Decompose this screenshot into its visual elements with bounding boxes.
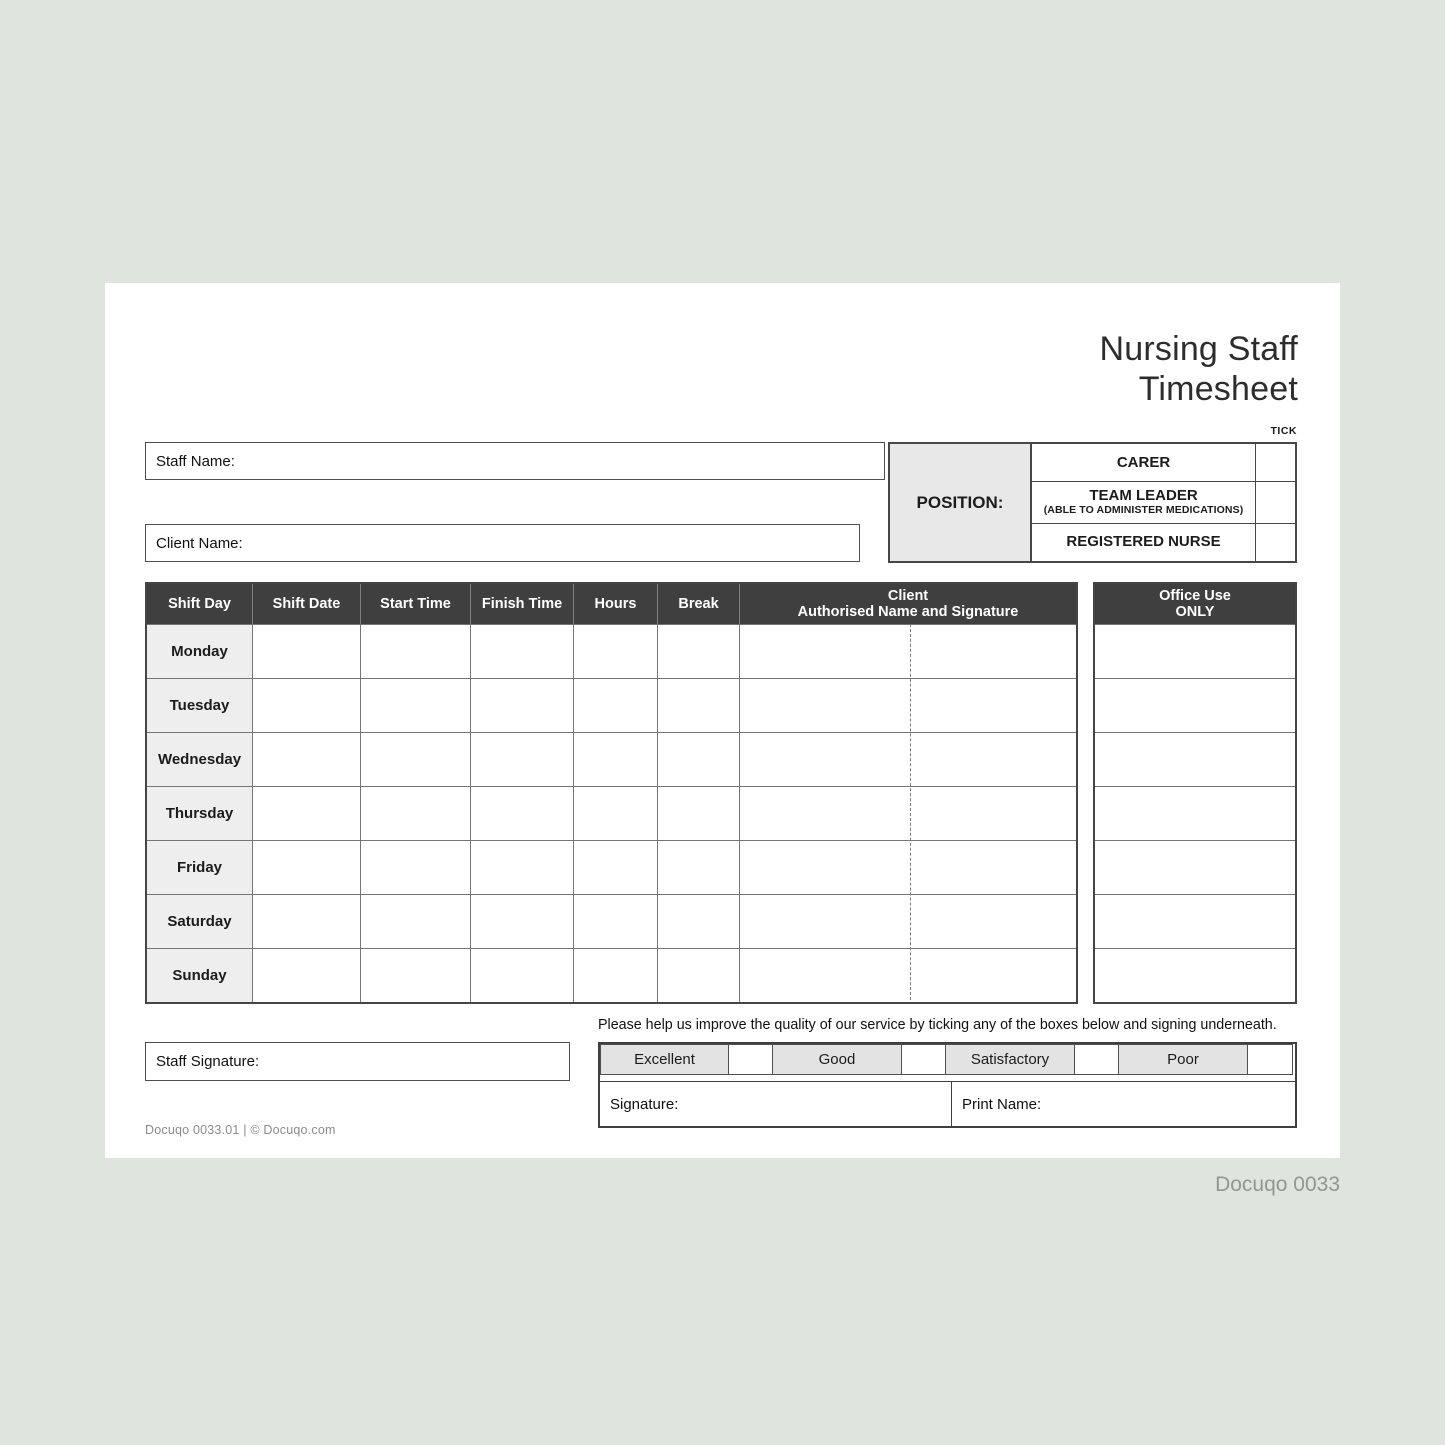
start-time-cell[interactable] [361,679,471,732]
hours-cell[interactable] [574,733,658,786]
header-client-line1: Client [887,588,929,604]
hours-cell[interactable] [574,625,658,678]
client-print-name-label: Print Name: [962,1095,1042,1113]
day-label: Sunday [147,949,253,1002]
client-signature-cell[interactable] [740,841,1076,894]
header-office-line1: Office Use [1159,588,1231,604]
hours-cell[interactable] [574,841,658,894]
start-time-cell[interactable] [361,733,471,786]
client-signature-divider-line [910,624,911,1000]
client-signature-field[interactable] [600,1082,952,1126]
table-row-monday [147,624,1076,678]
good-tick-box[interactable] [902,1044,946,1075]
header-office-line2: ONLY [1175,604,1215,620]
watermark-text: Docuqo 0033 [1215,1173,1340,1196]
rating-label-poor: Poor [1119,1044,1248,1075]
client-print-name-field[interactable] [952,1082,1295,1126]
break-cell[interactable] [658,841,740,894]
client-signature-cell[interactable] [740,949,1076,1002]
position-option-registered-nurse [1032,524,1255,561]
position-option-team-leader-label: TEAM LEADER [1089,487,1198,505]
header-shift-date: Shift Date [253,584,361,624]
feedback-table [598,1042,1297,1128]
tick-column-label: TICK [1270,425,1297,437]
position-option-team-leader [1032,482,1255,522]
break-cell[interactable] [658,949,740,1002]
day-label: Wednesday [147,733,253,786]
client-signature-cell[interactable] [740,895,1076,948]
finish-time-cell[interactable] [471,733,574,786]
client-name-field[interactable] [145,524,860,562]
header-client-signature [740,584,1076,624]
poor-tick-box[interactable] [1248,1044,1293,1075]
office-use-table [1093,582,1297,1004]
finish-time-cell[interactable] [471,625,574,678]
timesheet-table-header [147,584,1076,624]
client-name-label: Client Name: [156,534,243,552]
start-time-cell[interactable] [361,895,471,948]
timesheet-document-page [105,283,1340,1158]
rating-label-good: Good [773,1044,902,1075]
position-option-carer-label: CARER [1116,453,1171,471]
hours-cell[interactable] [574,787,658,840]
header-hours: Hours [574,584,658,624]
position-row-team-leader [1032,481,1295,522]
break-cell[interactable] [658,679,740,732]
feedback-ratings-row [600,1044,1295,1081]
shift-date-cell[interactable] [253,787,361,840]
excellent-tick-box[interactable] [729,1044,773,1075]
staff-name-field[interactable] [145,442,885,480]
header-client-line2: Authorised Name and Signature [797,604,1019,620]
office-use-header [1095,584,1295,624]
finish-time-cell[interactable] [471,949,574,1002]
page-title [1099,329,1298,409]
start-time-cell[interactable] [361,949,471,1002]
page-title-line1: Nursing Staff [1099,330,1298,368]
shift-date-cell[interactable] [253,625,361,678]
finish-time-cell[interactable] [471,895,574,948]
day-label: Thursday [147,787,253,840]
position-options [1032,444,1295,561]
office-use-cell[interactable] [1095,948,1295,1002]
office-use-cell[interactable] [1095,894,1295,948]
table-row-friday [147,840,1076,894]
header-break: Break [658,584,740,624]
break-cell[interactable] [658,625,740,678]
header-office-use [1095,584,1295,624]
office-use-cell[interactable] [1095,732,1295,786]
position-label: POSITION: [890,444,1032,561]
office-use-cell[interactable] [1095,840,1295,894]
position-option-registered-nurse-label: REGISTERED NURSE [1066,533,1221,551]
table-row-tuesday [147,678,1076,732]
feedback-instruction-text: Please help us improve the quality of our service by ticking any of the boxes below and signing underneath. [598,1017,1277,1033]
break-cell[interactable] [658,787,740,840]
rating-label-satisfactory: Satisfactory [946,1044,1075,1075]
page-title-line2: Timesheet [1138,370,1298,408]
day-label: Tuesday [147,679,253,732]
client-signature-cell[interactable] [740,787,1076,840]
carer-tick-box[interactable] [1255,444,1295,481]
table-row-thursday [147,786,1076,840]
start-time-cell[interactable] [361,841,471,894]
staff-signature-field[interactable] [145,1042,570,1081]
table-row-sunday [147,948,1076,1002]
start-time-cell[interactable] [361,787,471,840]
client-signature-cell[interactable] [740,625,1076,678]
position-option-carer [1032,444,1255,481]
break-cell[interactable] [658,895,740,948]
table-row-wednesday [147,732,1076,786]
shift-date-cell[interactable] [253,841,361,894]
client-signature-cell[interactable] [740,733,1076,786]
break-cell[interactable] [658,733,740,786]
team-leader-tick-box[interactable] [1255,482,1295,522]
timesheet-table [145,582,1078,1004]
shift-date-cell[interactable] [253,733,361,786]
satisfactory-tick-box[interactable] [1075,1044,1119,1075]
staff-signature-label: Staff Signature: [156,1053,260,1070]
position-row-registered-nurse [1032,523,1295,561]
position-selector [888,442,1297,563]
staff-name-label: Staff Name: [156,452,235,470]
office-use-cell[interactable] [1095,624,1295,678]
finish-time-cell[interactable] [471,679,574,732]
rating-label-excellent: Excellent [600,1044,729,1075]
office-use-cell[interactable] [1095,678,1295,732]
shift-date-cell[interactable] [253,679,361,732]
day-label: Saturday [147,895,253,948]
hours-cell[interactable] [574,679,658,732]
registered-nurse-tick-box[interactable] [1255,524,1295,561]
feedback-signature-row [600,1081,1295,1126]
day-label: Monday [147,625,253,678]
client-signature-label: Signature: [610,1095,679,1113]
header-start-time: Start Time [361,584,471,624]
position-row-carer [1032,444,1295,481]
office-use-cell[interactable] [1095,786,1295,840]
table-row-saturday [147,894,1076,948]
finish-time-cell[interactable] [471,841,574,894]
header-shift-day: Shift Day [147,584,253,624]
day-label: Friday [147,841,253,894]
hours-cell[interactable] [574,895,658,948]
hours-cell[interactable] [574,949,658,1002]
client-signature-cell[interactable] [740,679,1076,732]
shift-date-cell[interactable] [253,895,361,948]
position-option-team-leader-note: (ABLE TO ADMINISTER MEDICATIONS) [1043,504,1244,517]
finish-time-cell[interactable] [471,787,574,840]
document-footer: Docuqo 0033.01 | © Docuqo.com [145,1123,336,1137]
start-time-cell[interactable] [361,625,471,678]
header-finish-time: Finish Time [471,584,574,624]
shift-date-cell[interactable] [253,949,361,1002]
